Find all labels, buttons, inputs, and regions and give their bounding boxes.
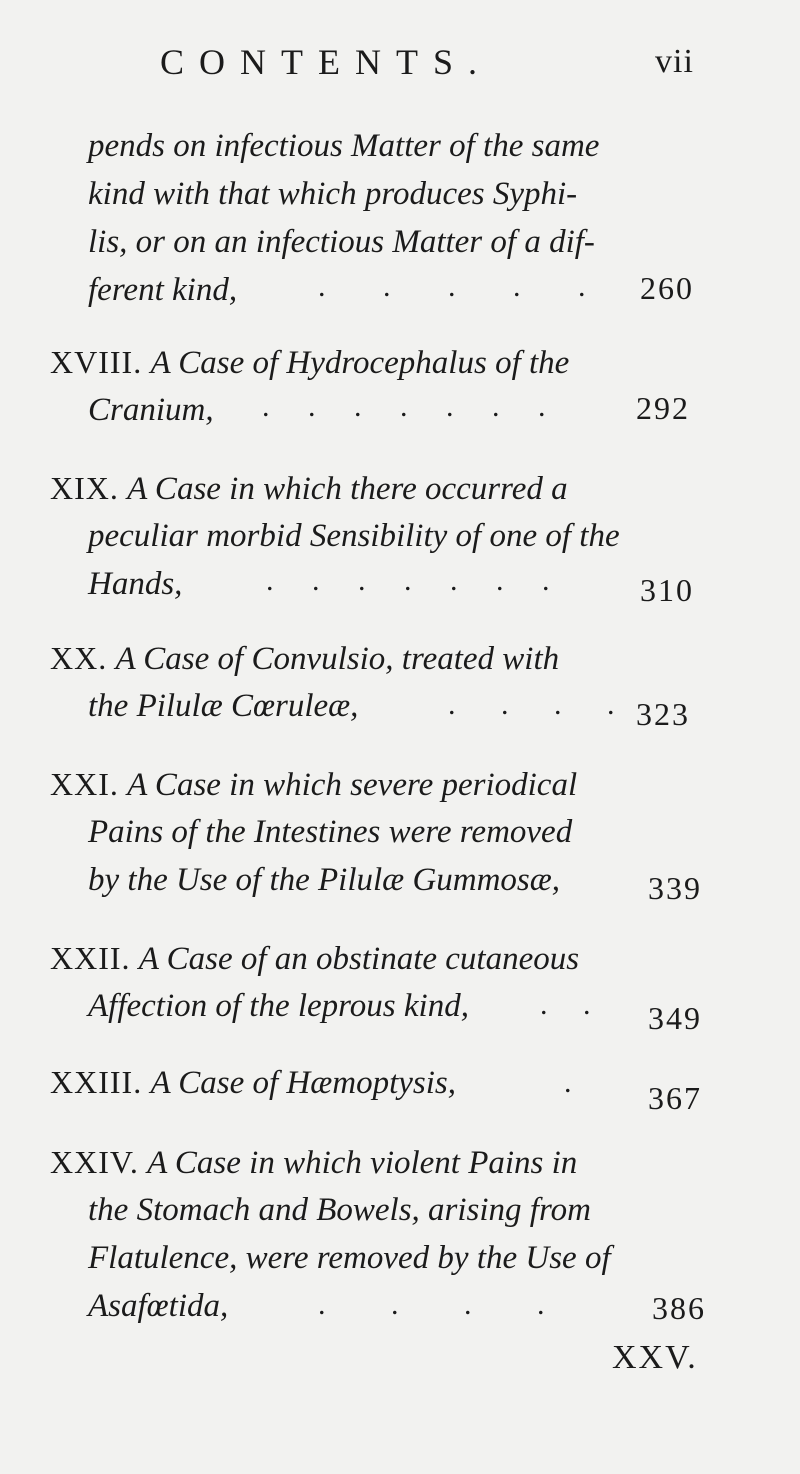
entry-line: ferent kind, [88,272,238,308]
dot-leader: . . . . . . . [266,564,550,597]
entry-line: A Case in which severe periodical [127,767,578,803]
entry-page-number: 323 [636,696,690,732]
entry-line: the Stomach and Bowels, arising from [88,1192,591,1228]
entry-page-number: 339 [648,870,702,906]
dot-leader: . . . . . . . [262,390,546,423]
entry-first-line [50,634,800,683]
entry-number: XXIII. [50,1064,143,1100]
entry-line: lis, or on an infectious Matter of a dif- [88,224,595,260]
entry-line: Flatulence, were removed by the Use of [88,1240,611,1276]
entry-line: Hands, [88,566,183,602]
catchword: XXV. [612,1339,698,1376]
entry-line: Asafœtida, [88,1288,229,1324]
entry-page-number: 349 [648,1000,702,1036]
entry-line: peculiar morbid Sensibility of one of the [88,518,620,554]
entry-number: XXI. [50,766,119,802]
running-head-title: CONTENTS. [160,42,492,82]
entry-line: by the Use of the Pilulæ Gummosæ, [88,862,561,898]
entry-line: A Case of Hæmoptysis, [150,1065,457,1101]
entry-number: XX. [50,640,108,676]
entry-number: XVIII. [50,344,143,380]
entry-number: XIX. [50,470,119,506]
entry-first-line [50,464,800,513]
entry-line: the Pilulæ Cœruleæ, [88,688,359,724]
entry-first-line [50,1138,800,1187]
entry-first-line [50,760,800,809]
running-head-page-number: vii [655,43,694,80]
entry-number: XXII. [50,940,131,976]
dot-leader: . . . . [318,1288,545,1321]
entry-line: Cranium, [88,392,214,428]
dot-leader: . . . . . [318,270,586,303]
entry-line: pends on infectious Matter of the same [88,128,600,164]
entry-first-line [50,934,800,983]
entry-line: A Case in which violent Pains in [147,1145,578,1181]
entry-line: Pains of the Intestines were removed [88,814,573,850]
dot-leader: . . [540,988,591,1021]
entry-line: Affection of the leprous kind, [88,988,469,1024]
entry-line: A Case of an obstinate cutaneous [138,941,580,977]
entry-page-number: 310 [640,572,694,608]
dot-leader: . [564,1066,572,1099]
entry-line: A Case in which there occurred a [127,471,568,507]
entry-line: kind with that which produces Syphi- [88,176,578,212]
entry-line: A Case of Hydrocephalus of the [150,345,570,381]
entry-page-number: 260 [640,270,694,306]
entry-line: A Case of Convulsio, treated with [115,641,560,677]
entry-first-line [50,338,800,387]
entry-page-number: 367 [648,1080,702,1116]
entry-page-number: 386 [652,1290,706,1326]
dot-leader: . . . . [448,688,615,721]
entry-number: XXIV. [50,1144,139,1180]
entry-page-number: 292 [636,390,690,426]
